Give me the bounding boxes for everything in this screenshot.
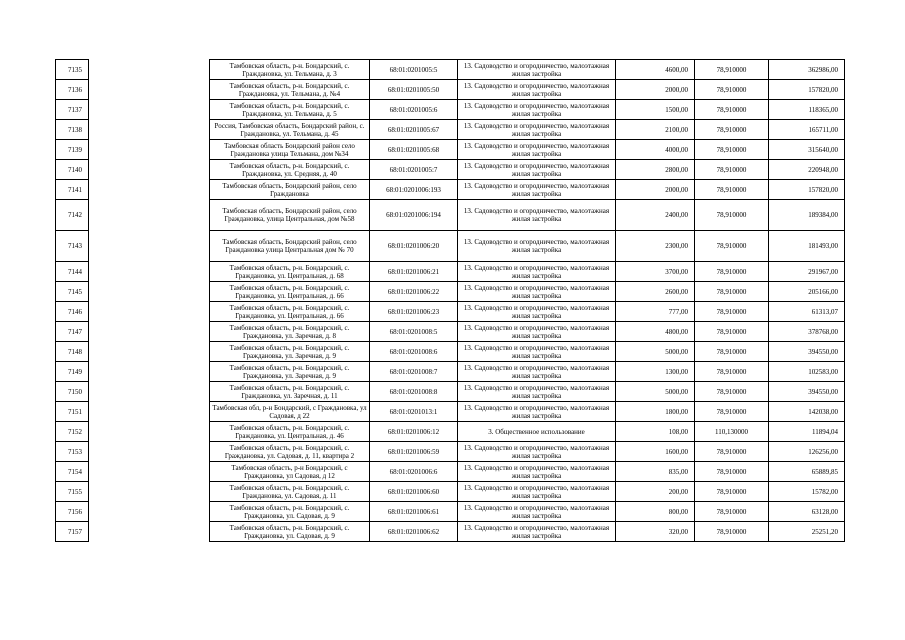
row-address: Тамбовская область, р-н. Бондарский, с. Граждановка, ул. Заречная, д. 8 (210, 322, 370, 342)
row-area: 2100,00 (616, 120, 695, 140)
row-cadastral-number: 68:01:0201006:6 (370, 462, 458, 482)
row-cadastral-value: 63128,00 (769, 502, 845, 522)
row-cadastral-value: 205166,00 (769, 282, 845, 302)
row-gap-cell (89, 262, 210, 282)
row-cadastral-value: 11894,04 (769, 422, 845, 442)
table-row (56, 80, 845, 100)
row-cadastral-value: 165711,00 (769, 120, 845, 140)
table-row (56, 302, 845, 322)
row-address: Тамбовская область Бондарский район село Граждановка улица Тельмана, дом №34 (210, 140, 370, 160)
row-gap-cell (89, 462, 210, 482)
row-cadastral-number: 68:01:0201006:60 (370, 482, 458, 502)
row-cadastral-value: 118365,00 (769, 100, 845, 120)
row-gap-cell (89, 80, 210, 100)
row-cadastral-number: 68:01:0201006:22 (370, 282, 458, 302)
row-area: 1600,00 (616, 442, 695, 462)
row-usage-type: 13. Садоводство и огородничество, малоэтажная жилая застройка (458, 100, 616, 120)
row-specific-value: 78,910000 (695, 462, 769, 482)
row-gap-cell (89, 362, 210, 382)
row-number: 7149 (56, 362, 89, 382)
row-usage-type: 13. Садоводство и огородничество, малоэтажная жилая застройка (458, 382, 616, 402)
row-address: Тамбовская область, р-н. Бондарский, с. Граждановка, ул. Тельмана, д. 5 (210, 100, 370, 120)
row-number: 7157 (56, 522, 89, 542)
row-area: 4000,00 (616, 140, 695, 160)
row-specific-value: 78,910000 (695, 120, 769, 140)
row-gap-cell (89, 402, 210, 422)
row-usage-type: 13. Садоводство и огородничество, малоэтажная жилая застройка (458, 160, 616, 180)
row-cadastral-number: 68:01:0201005:6 (370, 100, 458, 120)
row-address: Тамбовская область, р-н. Бондарский, с. Граждановка, ул. Центральная, д. 66 (210, 302, 370, 322)
row-cadastral-value: 315640,00 (769, 140, 845, 160)
row-number: 7135 (56, 60, 89, 80)
row-address: Тамбовская область, р-н. Бондарский, с. Граждановка, ул. Тельмана, д. 3 (210, 60, 370, 80)
row-specific-value: 78,910000 (695, 362, 769, 382)
row-specific-value: 78,910000 (695, 160, 769, 180)
row-gap-cell (89, 60, 210, 80)
row-specific-value: 78,910000 (695, 180, 769, 200)
row-cadastral-value: 25251,20 (769, 522, 845, 542)
row-cadastral-value: 142038,00 (769, 402, 845, 422)
row-usage-type: 13. Садоводство и огородничество, малоэтажная жилая застройка (458, 231, 616, 262)
row-number: 7151 (56, 402, 89, 422)
row-gap-cell (89, 302, 210, 322)
table-row (56, 522, 845, 542)
row-usage-type: 13. Садоводство и огородничество, малоэтажная жилая застройка (458, 302, 616, 322)
row-area: 4800,00 (616, 322, 695, 342)
row-gap-cell (89, 180, 210, 200)
row-usage-type: 13. Садоводство и огородничество, малоэтажная жилая застройка (458, 362, 616, 382)
row-number: 7140 (56, 160, 89, 180)
row-specific-value: 78,910000 (695, 382, 769, 402)
row-address: Тамбовская область, р-н. Бондарский, с. Граждановка, ул. Тельмана, д. №4 (210, 80, 370, 100)
row-address: Тамбовская область, р-н. Бондарский, с. Граждановка, ул. Садовая, д. 11 (210, 482, 370, 502)
row-cadastral-number: 68:01:0201006:193 (370, 180, 458, 200)
row-area: 1300,00 (616, 362, 695, 382)
row-area: 320,00 (616, 522, 695, 542)
row-usage-type: 13. Садоводство и огородничество, малоэтажная жилая застройка (458, 522, 616, 542)
row-usage-type: 13. Садоводство и огородничество, малоэтажная жилая застройка (458, 502, 616, 522)
row-specific-value: 78,910000 (695, 200, 769, 231)
row-area: 800,00 (616, 502, 695, 522)
row-specific-value: 78,910000 (695, 80, 769, 100)
row-address: Тамбовская обл, р-н Бондарский, с Граждановка, ул Садовая, д 22 (210, 402, 370, 422)
row-address: Тамбовская область, р-н. Бондарский, с. Граждановка, ул. Заречная, д. 11 (210, 382, 370, 402)
row-area: 1800,00 (616, 402, 695, 422)
table-row (56, 442, 845, 462)
row-cadastral-number: 68:01:0201005:67 (370, 120, 458, 140)
row-cadastral-value: 189384,00 (769, 200, 845, 231)
row-cadastral-number: 68:01:0201005:7 (370, 160, 458, 180)
row-cadastral-value: 291967,00 (769, 262, 845, 282)
row-area: 777,00 (616, 302, 695, 322)
row-area: 4600,00 (616, 60, 695, 80)
row-usage-type: 3. Общественное использование (458, 422, 616, 442)
row-number: 7153 (56, 442, 89, 462)
row-area: 2000,00 (616, 80, 695, 100)
row-number: 7150 (56, 382, 89, 402)
table-row (56, 322, 845, 342)
row-specific-value: 78,910000 (695, 282, 769, 302)
row-address: Тамбовская область, р-н. Бондарский, с. Граждановка, ул. Садовая, д. 9 (210, 502, 370, 522)
row-area: 3700,00 (616, 262, 695, 282)
row-number: 7141 (56, 180, 89, 200)
row-area: 2800,00 (616, 160, 695, 180)
row-number: 7143 (56, 231, 89, 262)
row-address: Тамбовская область, р-н. Бондарский, с. Граждановка, ул. Заречная, д. 9 (210, 362, 370, 382)
table-row (56, 402, 845, 422)
row-cadastral-value: 65889,85 (769, 462, 845, 482)
row-cadastral-value: 102583,00 (769, 362, 845, 382)
row-cadastral-number: 68:01:0201005:68 (370, 140, 458, 160)
row-number: 7139 (56, 140, 89, 160)
row-specific-value: 78,910000 (695, 322, 769, 342)
row-specific-value: 78,910000 (695, 231, 769, 262)
row-number: 7136 (56, 80, 89, 100)
row-gap-cell (89, 120, 210, 140)
row-gap-cell (89, 342, 210, 362)
row-address: Тамбовская область, р-н. Бондарский, с. Граждановка, ул. Средняя, д. 40 (210, 160, 370, 180)
row-number: 7144 (56, 262, 89, 282)
row-cadastral-value: 61313,07 (769, 302, 845, 322)
row-gap-cell (89, 282, 210, 302)
row-cadastral-number: 68:01:0201006:62 (370, 522, 458, 542)
row-address: Тамбовская область, р-н. Бондарский, с. Граждановка, ул. Садовая, д. 9 (210, 522, 370, 542)
row-cadastral-value: 126256,00 (769, 442, 845, 462)
row-area: 108,00 (616, 422, 695, 442)
row-address: Тамбовская область, р-н. Бондарский, с. Граждановка, ул. Центральная, д. 68 (210, 262, 370, 282)
row-cadastral-number: 68:01:0201005:50 (370, 80, 458, 100)
row-number: 7154 (56, 462, 89, 482)
table-row (56, 362, 845, 382)
row-cadastral-number: 68:01:0201013:1 (370, 402, 458, 422)
table-row (56, 180, 845, 200)
table-row (56, 231, 845, 262)
row-gap-cell (89, 522, 210, 542)
row-specific-value: 78,910000 (695, 342, 769, 362)
row-number: 7155 (56, 482, 89, 502)
row-area: 200,00 (616, 482, 695, 502)
row-number: 7145 (56, 282, 89, 302)
row-gap-cell (89, 100, 210, 120)
table-row (56, 160, 845, 180)
table-row (56, 282, 845, 302)
row-cadastral-value: 157820,00 (769, 180, 845, 200)
row-cadastral-number: 68:01:0201008:7 (370, 362, 458, 382)
row-cadastral-number: 68:01:0201008:8 (370, 382, 458, 402)
table-row (56, 342, 845, 362)
row-cadastral-number: 68:01:0201006:23 (370, 302, 458, 322)
table-row (56, 502, 845, 522)
row-usage-type: 13. Садоводство и огородничество, малоэтажная жилая застройка (458, 282, 616, 302)
row-specific-value: 78,910000 (695, 100, 769, 120)
row-address: Тамбовская область, р-н Бондарский, с Граждановка, ул Садовая, д 12 (210, 462, 370, 482)
table-row (56, 262, 845, 282)
row-usage-type: 13. Садоводство и огородничество, малоэтажная жилая застройка (458, 262, 616, 282)
row-gap-cell (89, 442, 210, 462)
row-usage-type: 13. Садоводство и огородничество, малоэтажная жилая застройка (458, 462, 616, 482)
row-cadastral-value: 362986,00 (769, 60, 845, 80)
row-cadastral-number: 68:01:0201008:5 (370, 322, 458, 342)
row-specific-value: 78,910000 (695, 482, 769, 502)
row-area: 2000,00 (616, 180, 695, 200)
row-specific-value: 78,910000 (695, 442, 769, 462)
table-row (56, 100, 845, 120)
row-address: Тамбовская область, Бондарский район, село Граждановка (210, 180, 370, 200)
table-row (56, 422, 845, 442)
row-area: 2300,00 (616, 231, 695, 262)
row-usage-type: 13. Садоводство и огородничество, малоэтажная жилая застройка (458, 322, 616, 342)
row-cadastral-number: 68:01:0201006:61 (370, 502, 458, 522)
row-cadastral-number: 68:01:0201006:20 (370, 231, 458, 262)
row-cadastral-value: 157820,00 (769, 80, 845, 100)
table-row (56, 382, 845, 402)
table-row (56, 482, 845, 502)
row-number: 7147 (56, 322, 89, 342)
row-specific-value: 78,910000 (695, 60, 769, 80)
row-address: Тамбовская область, р-н. Бондарский, с. Граждановка, ул. Садовая, д. 11, квартира 2 (210, 442, 370, 462)
row-cadastral-value: 15782,00 (769, 482, 845, 502)
row-usage-type: 13. Садоводство и огородничество, малоэтажная жилая застройка (458, 402, 616, 422)
row-gap-cell (89, 382, 210, 402)
row-cadastral-value: 378768,00 (769, 322, 845, 342)
row-cadastral-value: 394550,00 (769, 342, 845, 362)
row-usage-type: 13. Садоводство и огородничество, малоэтажная жилая застройка (458, 342, 616, 362)
row-specific-value: 78,910000 (695, 262, 769, 282)
row-number: 7142 (56, 200, 89, 231)
row-gap-cell (89, 231, 210, 262)
row-usage-type: 13. Садоводство и огородничество, малоэтажная жилая застройка (458, 60, 616, 80)
row-specific-value: 78,910000 (695, 522, 769, 542)
row-cadastral-number: 68:01:0201006:194 (370, 200, 458, 231)
row-gap-cell (89, 422, 210, 442)
row-address: Тамбовская область, р-н. Бондарский, с. Граждановка, ул. Центральная, д. 66 (210, 282, 370, 302)
row-area: 2400,00 (616, 200, 695, 231)
row-cadastral-value: 220948,00 (769, 160, 845, 180)
row-cadastral-number: 68:01:0201006:12 (370, 422, 458, 442)
row-address: Тамбовская область, Бондарский район, село Граждановка улица Центральная дом № 70 (210, 231, 370, 262)
row-usage-type: 13. Садоводство и огородничество, малоэтажная жилая застройка (458, 180, 616, 200)
row-cadastral-value: 394550,00 (769, 382, 845, 402)
table-body (56, 60, 845, 542)
table-row (56, 200, 845, 231)
row-number: 7146 (56, 302, 89, 322)
row-gap-cell (89, 482, 210, 502)
row-area: 2600,00 (616, 282, 695, 302)
table-row (56, 140, 845, 160)
row-specific-value: 78,910000 (695, 402, 769, 422)
row-usage-type: 13. Садоводство и огородничество, малоэтажная жилая застройка (458, 482, 616, 502)
row-gap-cell (89, 160, 210, 180)
row-cadastral-number: 68:01:0201008:6 (370, 342, 458, 362)
row-cadastral-number: 68:01:0201006:21 (370, 262, 458, 282)
row-address: Тамбовская область, р-н. Бондарский, с. Граждановка, ул. Заречная, д. 9 (210, 342, 370, 362)
row-gap-cell (89, 200, 210, 231)
row-specific-value: 78,910000 (695, 302, 769, 322)
row-gap-cell (89, 322, 210, 342)
row-cadastral-number: 68:01:0201005:5 (370, 60, 458, 80)
row-usage-type: 13. Садоводство и огородничество, малоэтажная жилая застройка (458, 120, 616, 140)
row-specific-value: 78,910000 (695, 502, 769, 522)
row-usage-type: 13. Садоводство и огородничество, малоэтажная жилая застройка (458, 442, 616, 462)
row-area: 835,00 (616, 462, 695, 482)
row-area: 5000,00 (616, 342, 695, 362)
row-address: Россия, Тамбовская область, Бондарский район, с. Граждановка, ул. Тельмана, д. 45 (210, 120, 370, 140)
row-usage-type: 13. Садоводство и огородничество, малоэтажная жилая застройка (458, 80, 616, 100)
row-usage-type: 13. Садоводство и огородничество, малоэтажная жилая застройка (458, 140, 616, 160)
table-row (56, 60, 845, 80)
row-number: 7152 (56, 422, 89, 442)
row-gap-cell (89, 502, 210, 522)
row-cadastral-number: 68:01:0201006:59 (370, 442, 458, 462)
row-address: Тамбовская область, Бондарский район, село Граждановка, улица Центральная, дом №58 (210, 200, 370, 231)
row-area: 5000,00 (616, 382, 695, 402)
row-area: 1500,00 (616, 100, 695, 120)
table-row (56, 120, 845, 140)
row-usage-type: 13. Садоводство и огородничество, малоэтажная жилая застройка (458, 200, 616, 231)
row-gap-cell (89, 140, 210, 160)
row-number: 7156 (56, 502, 89, 522)
row-number: 7148 (56, 342, 89, 362)
row-number: 7137 (56, 100, 89, 120)
row-specific-value: 78,910000 (695, 140, 769, 160)
cadastral-value-table (55, 59, 845, 542)
row-specific-value: 110,130000 (695, 422, 769, 442)
row-number: 7138 (56, 120, 89, 140)
row-address: Тамбовская область, р-н. Бондарский, с. Граждановка, ул. Центральная, д. 46 (210, 422, 370, 442)
table-row (56, 462, 845, 482)
row-cadastral-value: 181493,00 (769, 231, 845, 262)
